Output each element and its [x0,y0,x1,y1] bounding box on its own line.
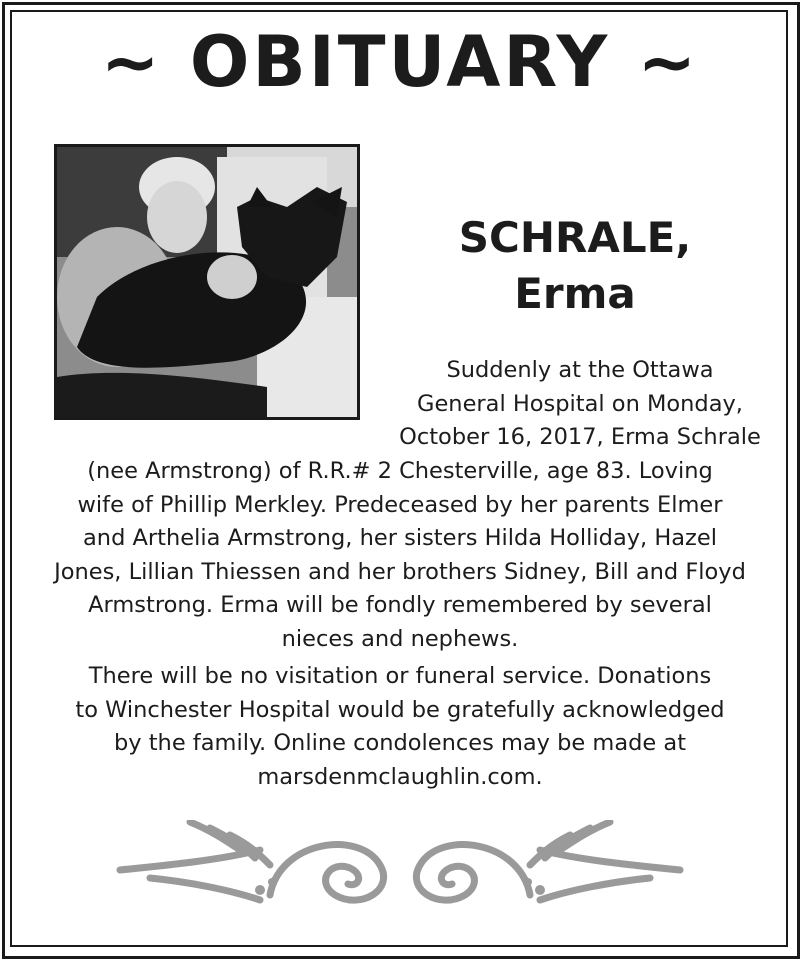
text-line: There will be no visitation or funeral service. Donations [88,663,712,689]
text-line: nieces and nephews. [281,625,519,652]
portrait-photo [54,144,360,420]
portrait-illustration [57,147,357,417]
service-paragraph [20,660,780,794]
text-line: Suddenly at the Ottawa [446,357,714,383]
deceased-name [380,210,770,322]
text-line: to Winchester Hospital would be gratefully acknowledged [75,696,725,723]
text-line: marsdenmclaughlin.com. [257,763,543,790]
flourish-ornament [110,820,690,920]
text-line: and Arthelia Armstrong, her sisters Hilda Holliday, Hazel [83,525,717,551]
text-line: by the family. Online condolences may be made at [113,730,687,756]
text-line: Jones, Lillian Thiessen and her brothers Sidney, Bill and Floyd [54,558,746,585]
surname: SCHRALE, [458,213,692,262]
text-line: wife of Phillip Merkley. Predeceased by her parents Elmer [77,491,723,518]
text-line: General Hospital on Monday, [417,390,743,417]
text-line: October 16, 2017, Erma Schrale [399,424,761,450]
obituary-heading: ~ OBITUARY ~ [100,21,700,103]
family-paragraph [20,455,780,656]
given-name: Erma [514,269,636,318]
text-line: (nee Armstrong) of R.R.# 2 Chesterville, age 83. Loving [87,458,713,484]
intro-paragraph [370,354,790,455]
text-line: Armstrong. Erma will be fondly remembered by several [88,592,712,618]
